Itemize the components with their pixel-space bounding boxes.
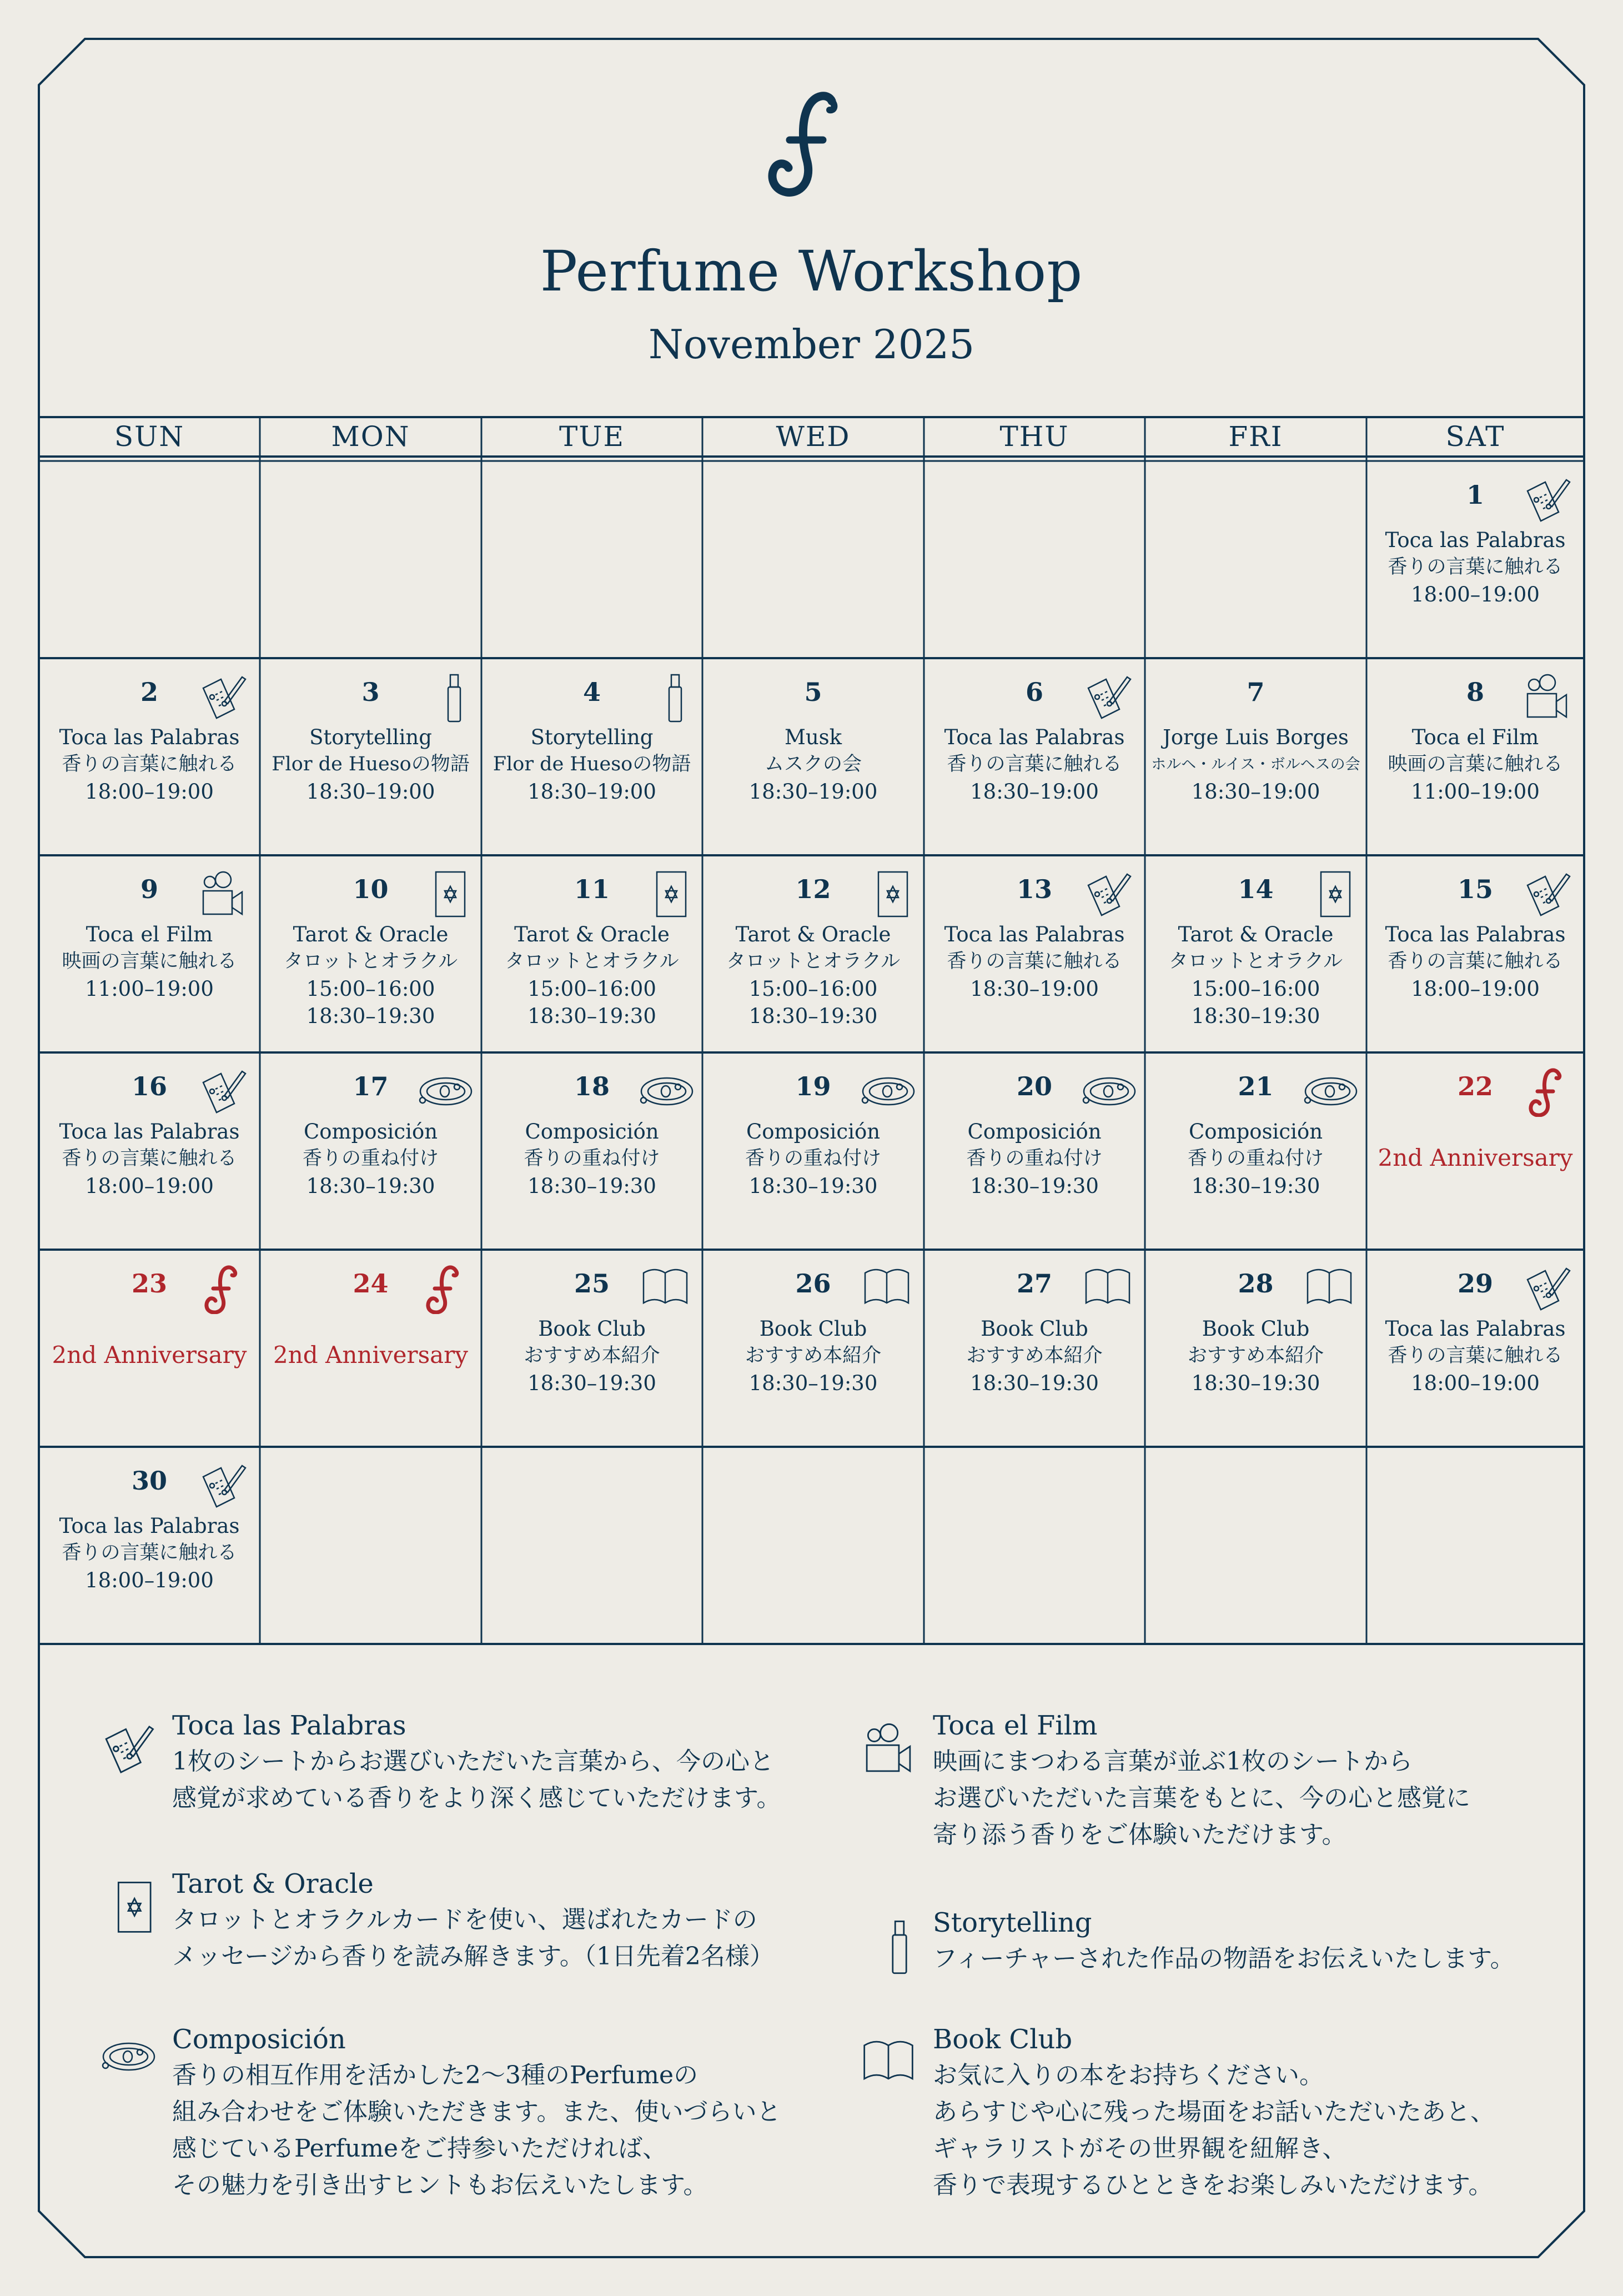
legend-description-line: あらすじや心に残った場面をお話いただいたあと、 [933,2098,1495,2126]
event-subtitle-jp: タロットとオラクル [726,950,901,972]
event-subtitle-jp: 香りの言葉に触れる [62,1147,237,1170]
empty-day-cell [481,1447,702,1644]
event-subtitle-jp: 香りの言葉に触れる [947,753,1122,775]
event-time: 18:00–19:00 [1411,1371,1540,1395]
event-details [481,921,702,1030]
week-row [39,855,1584,1052]
event-time: 11:00–19:00 [1411,780,1540,804]
legend-description-line: 1枚のシートからお選びいただいた言葉から、今の心と [172,1747,774,1776]
event-time: 18:30–19:00 [748,780,878,804]
event-time: 18:30–19:00 [306,780,435,804]
f-monogram-icon [198,1264,248,1314]
tarot-card-icon [419,870,469,920]
event-title: Toca las Palabras [59,725,240,749]
legend-text [933,1708,1470,1853]
day-number: 13 [1016,874,1052,904]
empty-day-cell [1145,461,1366,658]
legend [39,1644,1584,2257]
day-number: 30 [131,1466,167,1496]
event-details [1145,1118,1366,1200]
event-details [702,1118,924,1200]
event-details [1145,724,1366,805]
legend-title: Tarot & Oracle [172,1868,374,1899]
event-details [39,1118,260,1200]
event-subtitle-jp: 香りの言葉に触れる [62,1542,237,1564]
event-title: Tarot & Oracle [735,923,891,946]
event-time: 18:00–19:00 [85,1174,214,1198]
day-number: 2 [140,677,158,707]
legend-text [172,1866,774,1975]
event-time: 18:30–19:30 [527,1174,656,1198]
day-number: 28 [1238,1269,1274,1299]
weekday-tue: TUE [559,420,625,453]
event-time: 18:30–19:30 [1191,1371,1320,1395]
letter-pen-icon [1522,1264,1572,1314]
event-title: Storytelling [309,725,432,749]
day-number: 9 [140,874,158,904]
event-time: 18:30–19:30 [306,1004,435,1028]
event-subtitle-jp: 香りの言葉に触れる [62,753,237,775]
day-number: 27 [1016,1269,1052,1299]
event-details [1366,527,1584,608]
event-title: Composición [1188,1120,1323,1144]
event-details [702,724,924,805]
legend-description-line: 香りの相互作用を活かした2〜3種のPerfumeの [172,2061,699,2089]
event-details [39,1512,260,1594]
event-details [1366,921,1584,1002]
week-row [39,658,1584,855]
legend-description-line: 寄り添う香りをご体験いただけます。 [933,1821,1346,1849]
empty-day-cell [260,1447,481,1644]
weekday-header-row [39,417,1584,457]
day-cell-26[interactable] [702,1250,924,1447]
event-time: 11:00–19:00 [85,977,214,1001]
event-time: 18:30–19:00 [970,780,1099,804]
day-cell-2[interactable] [39,658,260,855]
legend-text [933,2022,1495,2204]
event-time: 18:30–19:30 [748,1371,878,1395]
legend-text [933,1905,1515,1977]
event-title: Storytelling [530,725,654,749]
event-details [1366,724,1584,805]
letter-pen-icon [1083,673,1133,723]
event-subtitle-jp: 映画の言葉に触れる [62,950,237,972]
event-details [481,1315,702,1397]
day-cell-27[interactable] [924,1250,1145,1447]
legend-title: Composición [172,2024,346,2055]
event-details [481,724,702,805]
orbit-icon [96,2038,157,2077]
week-row [39,1250,1584,1447]
day-cell-6[interactable] [924,658,1145,855]
event-time: 18:30–19:30 [748,1004,878,1028]
event-subtitle-jp: おすすめ本紹介 [1187,1345,1324,1367]
event-details [924,921,1145,1002]
day-number: 1 [1466,480,1484,510]
day-number: 29 [1457,1269,1493,1299]
empty-day-cell [260,461,481,658]
letter-pen-icon [1522,475,1572,525]
event-time: 18:30–19:30 [748,1174,878,1198]
anniversary-label: 2nd Anniversary [1378,1144,1573,1171]
event-time: 18:00–19:00 [85,780,214,804]
event-title: Book Club [759,1317,867,1341]
film-camera-icon [1522,673,1572,723]
day-cell-29[interactable] [1366,1250,1584,1447]
event-time: 15:00–16:00 [1191,977,1320,1001]
day-number: 11 [574,874,610,904]
orbit-icon [1298,1076,1359,1109]
event-time: 18:30–19:30 [306,1174,435,1198]
legend-title: Storytelling [933,1907,1092,1938]
event-subtitle-jp: おすすめ本紹介 [966,1345,1103,1367]
event-subtitle-jp: 香りの言葉に触れる [1388,1345,1563,1367]
day-number: 16 [131,1071,167,1101]
empty-day-cell [702,461,924,658]
empty-day-cell [39,461,260,658]
empty-day-cell [481,461,702,658]
f-monogram-icon [1522,1067,1572,1117]
weekday-sun: SUN [114,420,185,453]
day-cell-15[interactable] [1366,855,1584,1052]
event-subtitle-jp: 香りの重ね付け [966,1147,1103,1170]
legend-description-line: メッセージから香りを読み解きます。（1日先着2名様） [172,1942,774,1971]
day-number: 14 [1238,874,1274,904]
f-monogram-icon [419,1264,469,1314]
day-cell-4[interactable] [481,658,702,855]
event-details [39,724,260,805]
event-title: Toca las Palabras [59,1514,240,1538]
legend-description-line: 組み合わせをご体験いただきます。また、使いづらいと [172,2098,781,2126]
day-number: 18 [574,1071,610,1101]
day-cell-11[interactable] [481,855,702,1052]
legend-text [172,1708,781,1817]
day-number: 22 [1457,1071,1493,1101]
legend-description-line: タロットとオラクルカードを使い、選ばれたカードの [172,1906,757,1934]
event-subtitle-jp: おすすめ本紹介 [745,1345,882,1367]
open-book-icon [862,1264,912,1314]
event-title: Tarot & Oracle [1178,923,1334,946]
event-time: 18:30–19:00 [1191,780,1320,804]
empty-day-cell [1145,1447,1366,1644]
legend-description-line: その魅力を引き出すヒントもお伝えいたします。 [172,2171,708,2199]
bottle-icon [419,673,469,723]
day-number: 5 [804,677,822,707]
day-number: 12 [795,874,831,904]
weekday-mon: MON [331,420,410,453]
bottle-icon [640,673,690,723]
legend-text [172,2022,781,2204]
orbit-icon [634,1076,695,1109]
legend-description-line: 感じているPerfumeをご持参いただければ、 [172,2134,667,2163]
event-time: 18:30–19:30 [1191,1174,1320,1198]
event-details [702,1315,924,1397]
film-camera-icon [198,870,248,920]
event-title: Toca las Palabras [1385,528,1566,552]
event-details [1366,1315,1584,1397]
event-time: 18:30–19:30 [970,1371,1099,1395]
letter-pen-icon [198,673,248,723]
day-cell-10[interactable] [260,855,481,1052]
legend-description-line: お選びいただいた言葉をもとに、今の心と感覚に [933,1784,1470,1812]
tarot-card-icon [640,870,690,920]
day-number: 20 [1016,1071,1052,1101]
weekday-sat: SAT [1445,420,1505,453]
day-number: 15 [1457,874,1493,904]
empty-day-cell [1366,1447,1584,1644]
day-cell-30[interactable] [39,1447,260,1644]
event-title: Toca las Palabras [1385,1317,1566,1341]
event-details [1145,921,1366,1030]
tarot-card-icon [1304,870,1354,920]
film-camera-icon [861,1719,916,1780]
event-details [924,724,1145,805]
orbit-icon [1076,1076,1137,1109]
event-time: 18:30–19:30 [1191,1004,1320,1028]
day-cell-19[interactable] [702,1052,924,1250]
event-subtitle-jp: Flor de Huesoの物語 [493,753,691,775]
open-book-icon [1083,1264,1133,1314]
day-cell-8[interactable] [1366,658,1584,855]
letter-pen-icon [198,1461,248,1511]
event-title: Jorge Luis Borges [1163,725,1349,749]
open-book-icon [861,2033,916,2094]
legend-title: Toca el Film [933,1710,1098,1741]
day-cell-12[interactable] [702,855,924,1052]
event-subtitle-jp: 香りの重ね付け [524,1147,660,1170]
tarot-card-icon [100,1877,155,1938]
day-cell-25[interactable] [481,1250,702,1447]
event-subtitle-jp: Flor de Huesoの物語 [272,753,470,775]
event-details [924,1118,1145,1200]
event-title: Book Club [538,1317,646,1341]
day-number: 4 [582,677,601,707]
event-details [260,724,481,805]
letter-pen-icon [100,1719,155,1780]
event-title: Toca las Palabras [944,725,1125,749]
event-details [260,1118,481,1200]
event-subtitle-jp: タロットとオラクル [283,950,458,972]
day-number: 7 [1247,677,1265,707]
event-time: 18:30–19:30 [970,1174,1099,1198]
page-title: Perfume Workshop [540,239,1083,304]
event-title: Toca el Film [1411,725,1539,749]
legend-title: Toca las Palabras [172,1710,406,1741]
legend-title: Book Club [933,2024,1073,2055]
day-number: 8 [1466,677,1484,707]
event-time: 18:30–19:30 [527,1004,656,1028]
day-cell-28[interactable] [1145,1250,1366,1447]
bottle-icon [861,1916,916,1977]
event-time: 18:30–19:00 [970,977,1099,1001]
event-title: Composición [525,1120,659,1144]
event-time: 15:00–16:00 [748,977,878,1001]
anniversary-label: 2nd Anniversary [273,1341,468,1368]
legend-description-line: フィーチャーされた作品の物語をお伝えいたします。 [933,1944,1515,1973]
day-cell-18[interactable] [481,1052,702,1250]
month-subtitle: November 2025 [648,321,975,368]
event-title: Composición [303,1120,438,1144]
event-title: Toca las Palabras [944,923,1125,946]
event-time: 18:30–19:30 [527,1371,656,1395]
weekday-wed: WED [776,420,851,453]
day-cell-21[interactable] [1145,1052,1366,1250]
event-subtitle-jp: ムスクの会 [764,753,862,775]
day-number: 10 [353,874,389,904]
week-row [39,1052,1584,1250]
day-cell-5[interactable] [702,658,924,855]
day-cell-17[interactable] [260,1052,481,1250]
day-cell-16[interactable] [39,1052,260,1250]
day-number: 26 [795,1269,831,1299]
day-cell-24[interactable] [260,1250,481,1447]
event-subtitle-jp: 映画の言葉に触れる [1388,753,1563,775]
orbit-icon [855,1076,916,1109]
f-monogram-logo [761,89,861,200]
letter-pen-icon [1083,870,1133,920]
open-book-icon [640,1264,690,1314]
day-cell-14[interactable] [1145,855,1366,1052]
event-subtitle-jp: タロットとオラクル [505,950,679,972]
day-cell-7[interactable] [1145,658,1366,855]
event-title: Toca las Palabras [1385,923,1566,946]
orbit-icon [413,1076,474,1109]
day-cell-13[interactable] [924,855,1145,1052]
event-subtitle-jp: 香りの重ね付け [745,1147,881,1170]
legend-description-line: 映画にまつわる言葉が並ぶ1枚のシートから [933,1747,1413,1776]
event-time: 15:00–16:00 [306,977,435,1001]
letter-pen-icon [198,1067,248,1117]
event-title: Book Club [981,1317,1088,1341]
empty-day-cell [924,1447,1145,1644]
day-number: 23 [131,1269,167,1299]
event-details [260,921,481,1030]
event-details [1145,1315,1366,1397]
event-title: Tarot & Oracle [514,923,670,946]
day-cell-23[interactable] [39,1250,260,1447]
day-number: 17 [353,1071,389,1101]
weekday-thu: THU [999,420,1069,453]
day-number: 24 [353,1269,389,1299]
weekday-fri: FRI [1228,420,1283,453]
event-time: 18:00–19:00 [1411,977,1540,1001]
event-subtitle-jp: ホルヘ・ルイス・ボルヘスの会 [1151,756,1360,773]
day-number: 21 [1238,1071,1274,1101]
event-title: Toca las Palabras [59,1120,240,1144]
week-row [39,1447,1584,1644]
open-book-icon [1304,1264,1354,1314]
event-title: Tarot & Oracle [293,923,449,946]
day-number: 25 [574,1269,610,1299]
event-time: 18:00–19:00 [1411,583,1540,606]
event-subtitle-jp: 香りの言葉に触れる [1388,950,1563,972]
day-cell-20[interactable] [924,1052,1145,1250]
day-cell-3[interactable] [260,658,481,855]
event-time: 18:00–19:00 [85,1568,214,1592]
day-cell-9[interactable] [39,855,260,1052]
event-title: Composición [967,1120,1102,1144]
day-number: 19 [795,1071,831,1101]
event-title: Composición [746,1120,881,1144]
empty-day-cell [924,461,1145,658]
event-subtitle-jp: 香りの言葉に触れる [947,950,1122,972]
legend-description-line: 香りで表現するひとときをお楽しみいただけます。 [933,2171,1493,2199]
day-cell-1[interactable] [1366,461,1584,658]
event-time: 15:00–16:00 [527,977,656,1001]
event-subtitle-jp: 香りの重ね付け [302,1147,439,1170]
event-subtitle-jp: タロットとオラクル [1168,950,1343,972]
event-subtitle-jp: 香りの重ね付け [1187,1147,1324,1170]
event-title: Musk [784,725,842,749]
tarot-card-icon [862,870,912,920]
event-details [39,921,260,1002]
legend-description-line: 感覚が求めている香りをより深く感じていただけます。 [172,1784,781,1812]
empty-day-cell [702,1447,924,1644]
event-subtitle-jp: おすすめ本紹介 [524,1345,660,1367]
event-time: 18:30–19:00 [527,780,656,804]
event-details [702,921,924,1030]
legend-description-line: お気に入りの本をお持ちください。 [933,2061,1324,2089]
event-details [481,1118,702,1200]
event-details [924,1315,1145,1397]
event-subtitle-jp: 香りの言葉に触れる [1388,556,1563,578]
day-number: 3 [361,677,380,707]
event-title: Toca el Film [86,923,213,946]
legend-description-line: ギャラリストがその世界観を紐解き、 [933,2134,1347,2163]
letter-pen-icon [1522,870,1572,920]
anniversary-label: 2nd Anniversary [52,1341,247,1368]
week-row [39,461,1584,658]
day-cell-22[interactable] [1366,1052,1584,1250]
day-number: 6 [1025,677,1043,707]
event-title: Book Club [1202,1317,1310,1341]
